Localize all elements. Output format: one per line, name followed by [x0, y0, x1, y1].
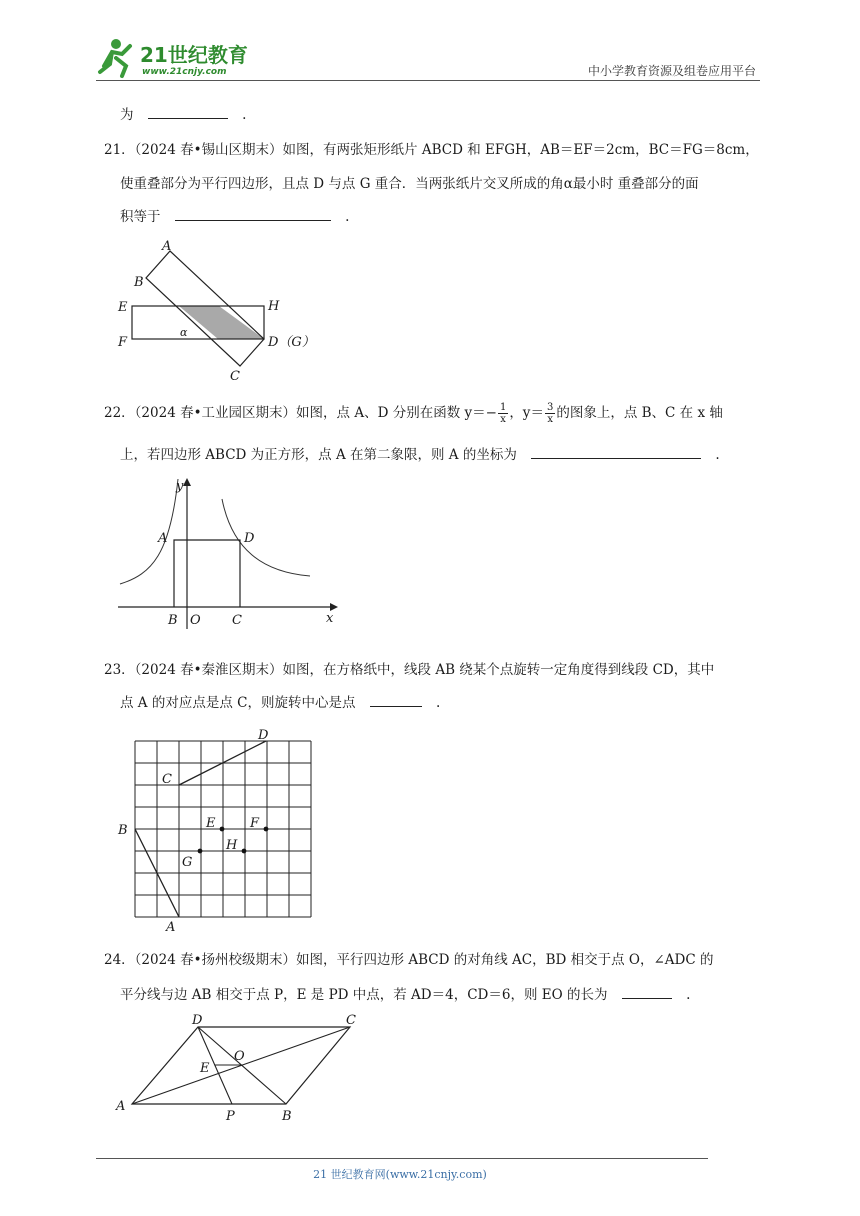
q23-grid-figure — [112, 724, 322, 936]
q21-answer-blank[interactable] — [175, 206, 331, 221]
q22-prefix: 上，若四边形 ABCD 为正方形，点 A 在第二象限，则 A 的坐标为 — [120, 447, 517, 463]
q22-fraction-2 — [545, 402, 555, 425]
label-p: P — [226, 1109, 235, 1122]
footer-site-text: 21 世纪教育网(www.21cnjy.com) — [313, 1168, 487, 1181]
q20-suffix: . — [242, 107, 247, 123]
q21-prefix: 积等于 — [120, 209, 161, 225]
frac1-num: 1 — [499, 402, 507, 413]
label-f: F — [250, 816, 260, 831]
frac2-num: 3 — [546, 402, 554, 413]
q21-figure — [112, 236, 332, 386]
q22-fraction-1 — [498, 402, 508, 425]
label-alpha: α — [180, 326, 188, 339]
q22-part-a: 22．（2024 春•工业园区期末）如图，点 A、D 分别在函数 y＝− — [104, 405, 497, 421]
label-e: E — [200, 1061, 210, 1076]
q24-prefix: 平分线与边 AB 相交于点 P，E 是 PD 中点，若 AD＝4，CD＝6，则 EO 的长为 — [120, 987, 608, 1003]
site-logo — [96, 36, 266, 84]
q23-prefix: 点 A 的对应点是点 C，则旋转中心是点 — [120, 695, 356, 711]
frac1-den: x — [500, 414, 506, 425]
label-b: B — [282, 1109, 292, 1122]
q22-suffix: . — [715, 447, 720, 463]
label-d: D — [192, 1013, 203, 1028]
label-c: C — [162, 772, 172, 787]
header-platform-text: 中小学教育资源及组卷应用平台 — [587, 64, 756, 78]
label-c: C — [230, 369, 240, 384]
q22-text-line1 — [104, 402, 723, 425]
q24-figure — [112, 1010, 372, 1122]
q22-part-b: ，y＝ — [509, 405, 544, 421]
label-a: A — [158, 531, 168, 546]
q24-suffix: . — [686, 987, 691, 1003]
q22-answer-blank[interactable] — [531, 444, 701, 459]
q21-text-line2: 使重叠部分为平行四边形，且点 D 与点 G 重合．当两张纸片交叉所成的角α最小时 重叠部分的面 — [120, 176, 699, 192]
logo-runner-icon — [96, 36, 266, 84]
q24-text-line1: 24．（2024 春•扬州校级期末）如图，平行四边形 ABCD 的对角线 AC，BD 相交于点 O，∠ADC 的 — [104, 952, 714, 968]
label-e: E — [206, 816, 216, 831]
axis-label-y: y — [176, 479, 184, 494]
label-h: H — [226, 838, 238, 853]
label-b: B — [168, 613, 178, 628]
q22-answer-line — [120, 444, 720, 465]
label-h: H — [268, 299, 280, 314]
q23-suffix: . — [436, 695, 441, 711]
frac2-den: x — [547, 414, 553, 425]
q22-figure — [112, 474, 342, 634]
q20-answer-line — [120, 104, 246, 125]
q22-part-c: 的图象上，点 B、C 在 x 轴 — [556, 405, 723, 421]
header-divider — [96, 80, 760, 81]
footer-divider — [96, 1158, 708, 1159]
label-g: G — [182, 855, 193, 870]
label-a: A — [166, 920, 176, 935]
q20-answer-blank[interactable] — [148, 104, 228, 119]
q23-text-line1: 23．（2024 春•秦淮区期末）如图，在方格纸中，线段 AB 绕某个点旋转一定角度得到线段 CD，其中 — [104, 662, 715, 678]
q23-answer-line — [120, 692, 440, 713]
label-a: A — [116, 1099, 126, 1114]
label-d: D — [244, 531, 255, 546]
label-e: E — [118, 300, 128, 315]
label-d: D — [258, 728, 269, 743]
q21-suffix: . — [345, 209, 350, 225]
axis-label-x: x — [326, 611, 334, 626]
label-dg: D（G） — [268, 335, 315, 350]
q23-answer-blank[interactable] — [370, 692, 422, 707]
q21-answer-line — [120, 206, 349, 227]
label-b: B — [134, 275, 144, 290]
logo-text: 21世纪教育 — [140, 43, 248, 67]
label-c: C — [232, 613, 242, 628]
label-a: A — [162, 239, 172, 254]
label-b: B — [118, 823, 128, 838]
q24-answer-blank[interactable] — [622, 984, 672, 999]
label-o: O — [190, 613, 201, 628]
label-c: C — [346, 1013, 356, 1028]
logo-url: www.21cnjy.com — [142, 67, 227, 77]
label-o: O — [234, 1049, 245, 1064]
q20-prefix: 为 — [120, 107, 134, 123]
q21-text-line1: 21．（2024 春•锡山区期末）如图，有两张矩形纸片 ABCD 和 EFGH，AB＝EF＝2cm，BC＝FG＝8cm， — [104, 142, 759, 158]
label-f: F — [118, 335, 128, 350]
q24-answer-line — [120, 984, 690, 1005]
